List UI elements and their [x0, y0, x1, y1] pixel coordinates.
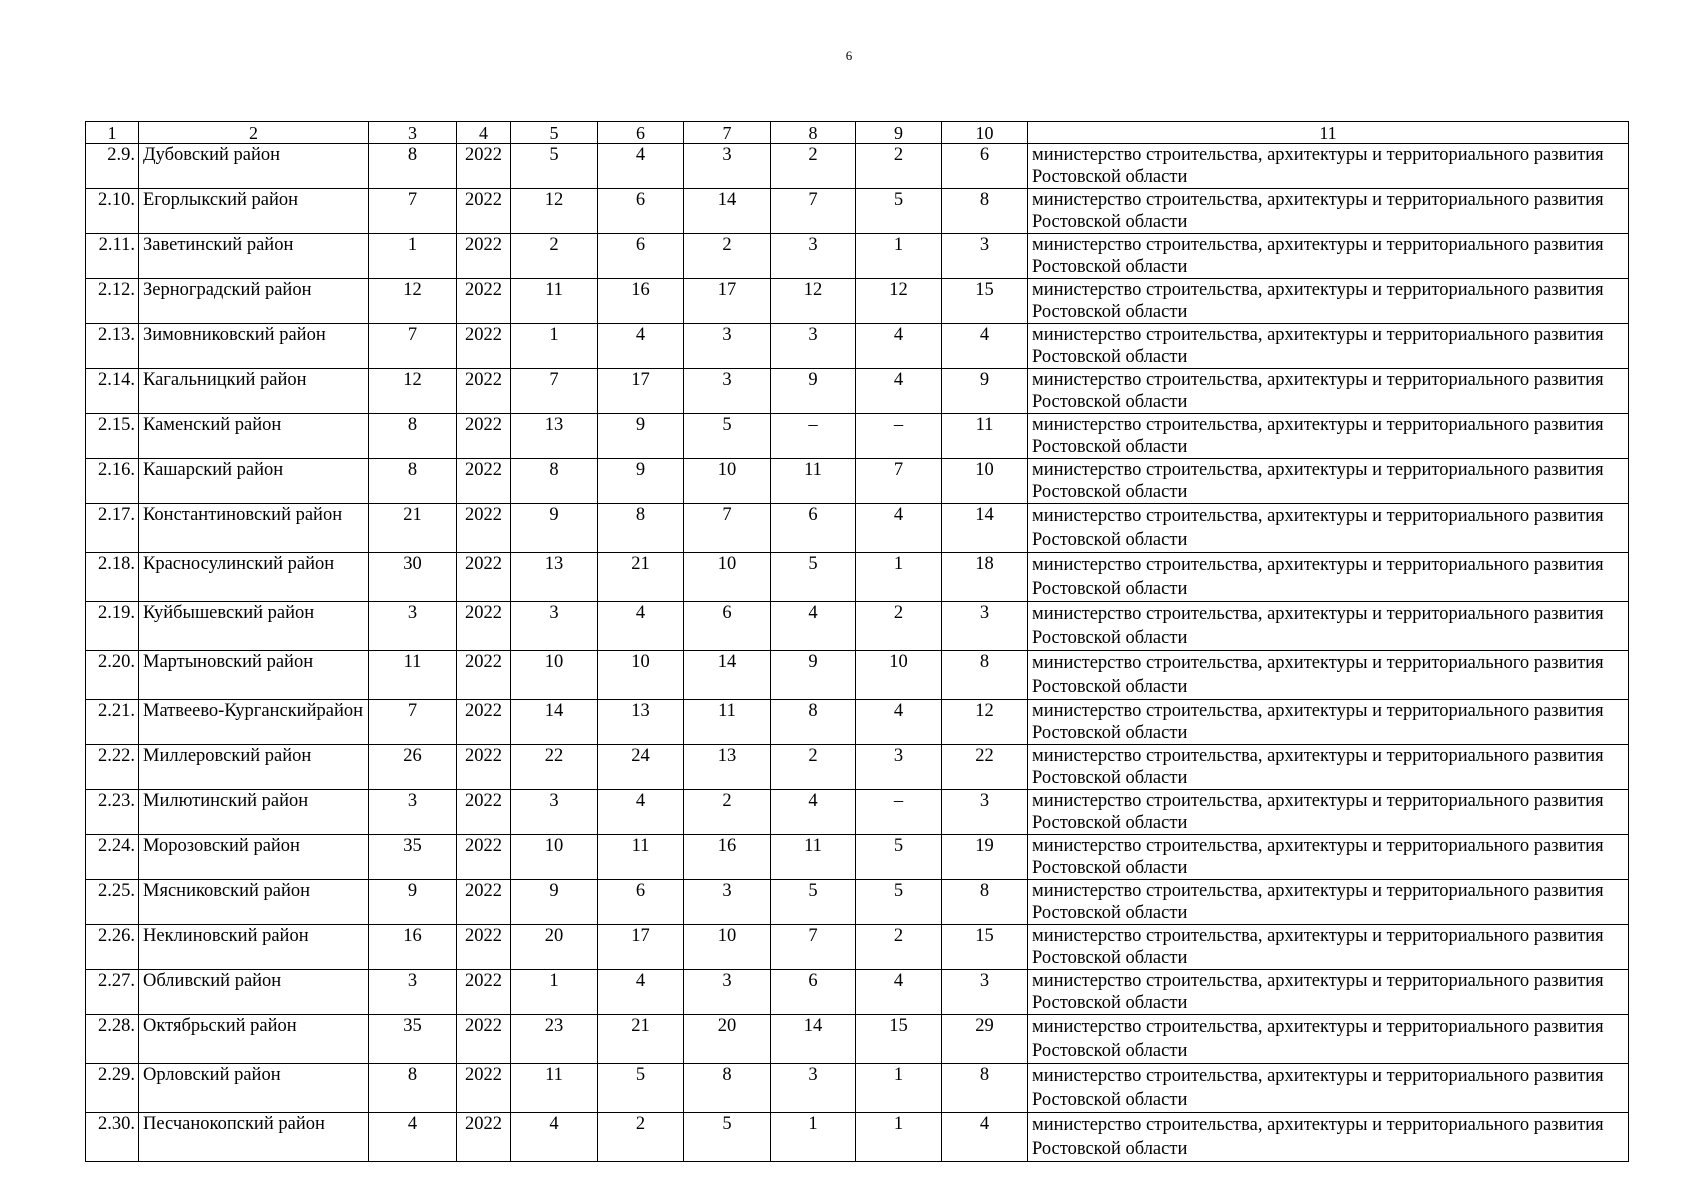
header-cell: 4 [457, 122, 511, 144]
value-col-8: 5 [771, 553, 856, 602]
value-col-3: 1 [369, 234, 457, 279]
page-number: 6 [845, 48, 853, 63]
row-number: 2.26. [86, 925, 139, 970]
value-col-9: 1 [856, 553, 942, 602]
value-col-3: 30 [369, 553, 457, 602]
responsible-executor: министерство строительства, архитектуры и территориального развития Ростовской области [1028, 925, 1629, 970]
row-number: 2.11. [86, 234, 139, 279]
value-col-8: 6 [771, 970, 856, 1015]
district-name: Матвеево-Курганскийрайон [139, 700, 369, 745]
table-row [86, 880, 1629, 925]
district-name: Зимовниковский район [139, 324, 369, 369]
value-col-10: 19 [942, 835, 1028, 880]
value-col-3: 35 [369, 835, 457, 880]
value-col-6: 4 [598, 790, 684, 835]
value-col-7: 3 [684, 369, 771, 414]
value-col-10: 8 [942, 651, 1028, 700]
data-table [85, 121, 1629, 1162]
year-cell: 2022 [457, 970, 511, 1015]
header-cell: 6 [598, 122, 684, 144]
year-cell: 2022 [457, 504, 511, 553]
value-col-5: 3 [511, 790, 598, 835]
value-col-7: 3 [684, 880, 771, 925]
value-col-6: 21 [598, 1015, 684, 1064]
value-col-7: 10 [684, 459, 771, 504]
value-col-9: 1 [856, 1064, 942, 1113]
responsible-executor: министерство строительства, архитектуры и территориального развития Ростовской области [1028, 835, 1629, 880]
value-col-10: 8 [942, 880, 1028, 925]
responsible-executor: министерство строительства, архитектуры и территориального развития Ростовской области [1028, 234, 1629, 279]
value-col-9: 2 [856, 602, 942, 651]
row-number: 2.25. [86, 880, 139, 925]
value-col-9: 12 [856, 279, 942, 324]
value-col-3: 21 [369, 504, 457, 553]
value-col-6: 4 [598, 970, 684, 1015]
value-col-6: 13 [598, 700, 684, 745]
value-col-8: 9 [771, 651, 856, 700]
value-col-10: 4 [942, 324, 1028, 369]
table-row [86, 504, 1629, 553]
value-col-8: 8 [771, 700, 856, 745]
row-number: 2.19. [86, 602, 139, 651]
row-number: 2.22. [86, 745, 139, 790]
value-col-9: 4 [856, 324, 942, 369]
value-col-9: 4 [856, 700, 942, 745]
value-col-7: 3 [684, 144, 771, 189]
year-cell: 2022 [457, 553, 511, 602]
value-col-10: 29 [942, 1015, 1028, 1064]
value-col-8: 3 [771, 1064, 856, 1113]
value-col-6: 9 [598, 459, 684, 504]
value-col-3: 4 [369, 1113, 457, 1162]
value-col-5: 13 [511, 414, 598, 459]
responsible-executor: министерство строительства, архитектуры и территориального развития Ростовской области [1028, 880, 1629, 925]
value-col-8: 12 [771, 279, 856, 324]
row-number: 2.23. [86, 790, 139, 835]
value-col-10: 14 [942, 504, 1028, 553]
value-col-5: 5 [511, 144, 598, 189]
value-col-8: 6 [771, 504, 856, 553]
value-col-5: 10 [511, 651, 598, 700]
value-col-8: 11 [771, 459, 856, 504]
value-col-5: 13 [511, 553, 598, 602]
value-col-6: 9 [598, 414, 684, 459]
value-col-10: 9 [942, 369, 1028, 414]
value-col-3: 3 [369, 790, 457, 835]
responsible-executor: министерство строительства, архитектуры и территориального развития Ростовской области [1028, 651, 1629, 700]
value-col-7: 13 [684, 745, 771, 790]
value-col-9: 3 [856, 745, 942, 790]
value-col-8: 5 [771, 880, 856, 925]
row-number: 2.29. [86, 1064, 139, 1113]
value-col-8: – [771, 414, 856, 459]
value-col-9: 4 [856, 970, 942, 1015]
district-name: Орловский район [139, 1064, 369, 1113]
value-col-5: 12 [511, 189, 598, 234]
value-col-8: 7 [771, 189, 856, 234]
value-col-6: 11 [598, 835, 684, 880]
value-col-6: 17 [598, 925, 684, 970]
row-number: 2.16. [86, 459, 139, 504]
header-cell: 8 [771, 122, 856, 144]
year-cell: 2022 [457, 1113, 511, 1162]
value-col-3: 35 [369, 1015, 457, 1064]
district-name: Миллеровский район [139, 745, 369, 790]
value-col-8: 1 [771, 1113, 856, 1162]
value-col-10: 10 [942, 459, 1028, 504]
header-cell: 1 [86, 122, 139, 144]
value-col-3: 8 [369, 144, 457, 189]
value-col-7: 16 [684, 835, 771, 880]
value-col-6: 6 [598, 234, 684, 279]
table-row [86, 602, 1629, 651]
value-col-10: 11 [942, 414, 1028, 459]
value-col-5: 22 [511, 745, 598, 790]
value-col-5: 3 [511, 602, 598, 651]
value-col-10: 3 [942, 970, 1028, 1015]
value-col-7: 5 [684, 414, 771, 459]
responsible-executor: министерство строительства, архитектуры и территориального развития Ростовской области [1028, 602, 1629, 651]
row-number: 2.27. [86, 970, 139, 1015]
district-name: Мясниковский район [139, 880, 369, 925]
value-col-7: 11 [684, 700, 771, 745]
value-col-5: 8 [511, 459, 598, 504]
value-col-8: 4 [771, 602, 856, 651]
district-name: Каменский район [139, 414, 369, 459]
district-name: Песчанокопский район [139, 1113, 369, 1162]
table-row [86, 1064, 1629, 1113]
district-name: Куйбышевский район [139, 602, 369, 651]
value-col-10: 22 [942, 745, 1028, 790]
year-cell: 2022 [457, 414, 511, 459]
header-cell: 9 [856, 122, 942, 144]
value-col-7: 8 [684, 1064, 771, 1113]
value-col-5: 4 [511, 1113, 598, 1162]
value-col-7: 2 [684, 234, 771, 279]
row-number: 2.17. [86, 504, 139, 553]
value-col-8: 3 [771, 234, 856, 279]
value-col-3: 7 [369, 324, 457, 369]
value-col-8: 4 [771, 790, 856, 835]
district-name: Морозовский район [139, 835, 369, 880]
district-name: Красносулинский район [139, 553, 369, 602]
value-col-10: 6 [942, 144, 1028, 189]
value-col-5: 11 [511, 1064, 598, 1113]
district-name: Дубовский район [139, 144, 369, 189]
value-col-8: 2 [771, 745, 856, 790]
district-name: Обливский район [139, 970, 369, 1015]
responsible-executor: министерство строительства, архитектуры и территориального развития Ростовской области [1028, 745, 1629, 790]
value-col-10: 3 [942, 234, 1028, 279]
table-row [86, 234, 1629, 279]
value-col-5: 7 [511, 369, 598, 414]
row-number: 2.14. [86, 369, 139, 414]
year-cell: 2022 [457, 880, 511, 925]
value-col-10: 3 [942, 602, 1028, 651]
value-col-3: 8 [369, 459, 457, 504]
row-number: 2.30. [86, 1113, 139, 1162]
row-number: 2.28. [86, 1015, 139, 1064]
value-col-6: 10 [598, 651, 684, 700]
header-cell: 7 [684, 122, 771, 144]
responsible-executor: министерство строительства, архитектуры и территориального развития Ростовской области [1028, 700, 1629, 745]
value-col-7: 20 [684, 1015, 771, 1064]
table-row [86, 745, 1629, 790]
district-name: Егорлыкский район [139, 189, 369, 234]
table-row [86, 189, 1629, 234]
row-number: 2.18. [86, 553, 139, 602]
year-cell: 2022 [457, 1064, 511, 1113]
year-cell: 2022 [457, 925, 511, 970]
responsible-executor: министерство строительства, архитектуры и территориального развития Ростовской области [1028, 504, 1629, 553]
year-cell: 2022 [457, 700, 511, 745]
row-number: 2.12. [86, 279, 139, 324]
responsible-executor: министерство строительства, архитектуры и территориального развития Ростовской области [1028, 1064, 1629, 1113]
value-col-7: 3 [684, 324, 771, 369]
responsible-executor: министерство строительства, архитектуры и территориального развития Ростовской области [1028, 414, 1629, 459]
value-col-7: 14 [684, 189, 771, 234]
value-col-7: 2 [684, 790, 771, 835]
value-col-6: 17 [598, 369, 684, 414]
value-col-3: 12 [369, 279, 457, 324]
value-col-9: 4 [856, 504, 942, 553]
responsible-executor: министерство строительства, архитектуры и территориального развития Ростовской области [1028, 1015, 1629, 1064]
value-col-9: 5 [856, 189, 942, 234]
responsible-executor: министерство строительства, архитектуры и территориального развития Ростовской области [1028, 459, 1629, 504]
value-col-9: – [856, 414, 942, 459]
value-col-5: 14 [511, 700, 598, 745]
district-name: Неклиновский район [139, 925, 369, 970]
value-col-5: 1 [511, 970, 598, 1015]
value-col-10: 15 [942, 925, 1028, 970]
row-number: 2.20. [86, 651, 139, 700]
year-cell: 2022 [457, 651, 511, 700]
value-col-8: 3 [771, 324, 856, 369]
year-cell: 2022 [457, 602, 511, 651]
value-col-6: 8 [598, 504, 684, 553]
table-row [86, 700, 1629, 745]
value-col-6: 4 [598, 602, 684, 651]
responsible-executor: министерство строительства, архитектуры и территориального развития Ростовской области [1028, 369, 1629, 414]
year-cell: 2022 [457, 189, 511, 234]
value-col-6: 5 [598, 1064, 684, 1113]
value-col-5: 10 [511, 835, 598, 880]
value-col-3: 3 [369, 602, 457, 651]
value-col-10: 18 [942, 553, 1028, 602]
value-col-5: 20 [511, 925, 598, 970]
value-col-5: 11 [511, 279, 598, 324]
value-col-9: 15 [856, 1015, 942, 1064]
row-number: 2.15. [86, 414, 139, 459]
column-number-row [86, 122, 1629, 144]
value-col-3: 8 [369, 1064, 457, 1113]
value-col-6: 2 [598, 1113, 684, 1162]
value-col-8: 2 [771, 144, 856, 189]
table-row [86, 324, 1629, 369]
value-col-9: 7 [856, 459, 942, 504]
table-row [86, 1113, 1629, 1162]
header-cell: 10 [942, 122, 1028, 144]
header-cell: 11 [1028, 122, 1629, 144]
responsible-executor: министерство строительства, архитектуры и территориального развития Ростовской области [1028, 189, 1629, 234]
header-cell: 2 [139, 122, 369, 144]
responsible-executor: министерство строительства, архитектуры и территориального развития Ростовской области [1028, 790, 1629, 835]
value-col-7: 10 [684, 553, 771, 602]
table-row [86, 553, 1629, 602]
value-col-9: 2 [856, 144, 942, 189]
district-name: Мартыновский район [139, 651, 369, 700]
responsible-executor: министерство строительства, архитектуры и территориального развития Ростовской области [1028, 144, 1629, 189]
value-col-3: 7 [369, 700, 457, 745]
value-col-6: 24 [598, 745, 684, 790]
year-cell: 2022 [457, 279, 511, 324]
value-col-8: 9 [771, 369, 856, 414]
table-row [86, 790, 1629, 835]
value-col-7: 3 [684, 970, 771, 1015]
year-cell: 2022 [457, 459, 511, 504]
value-col-9: – [856, 790, 942, 835]
value-col-3: 9 [369, 880, 457, 925]
value-col-7: 14 [684, 651, 771, 700]
value-col-10: 8 [942, 1064, 1028, 1113]
value-col-8: 11 [771, 835, 856, 880]
value-col-7: 17 [684, 279, 771, 324]
value-col-9: 10 [856, 651, 942, 700]
district-name: Октябрьский район [139, 1015, 369, 1064]
value-col-8: 7 [771, 925, 856, 970]
value-col-10: 4 [942, 1113, 1028, 1162]
value-col-5: 1 [511, 324, 598, 369]
value-col-3: 7 [369, 189, 457, 234]
value-col-3: 16 [369, 925, 457, 970]
value-col-7: 5 [684, 1113, 771, 1162]
table-row [86, 835, 1629, 880]
table-row [86, 1015, 1629, 1064]
row-number: 2.13. [86, 324, 139, 369]
district-name: Кагальницкий район [139, 369, 369, 414]
value-col-5: 9 [511, 504, 598, 553]
table-row [86, 970, 1629, 1015]
value-col-5: 2 [511, 234, 598, 279]
value-col-6: 16 [598, 279, 684, 324]
value-col-7: 6 [684, 602, 771, 651]
district-name: Заветинский район [139, 234, 369, 279]
year-cell: 2022 [457, 745, 511, 790]
table-row [86, 414, 1629, 459]
value-col-5: 9 [511, 880, 598, 925]
value-col-9: 4 [856, 369, 942, 414]
value-col-9: 5 [856, 835, 942, 880]
row-number: 2.21. [86, 700, 139, 745]
table-row [86, 279, 1629, 324]
row-number: 2.24. [86, 835, 139, 880]
value-col-3: 12 [369, 369, 457, 414]
value-col-9: 2 [856, 925, 942, 970]
year-cell: 2022 [457, 144, 511, 189]
responsible-executor: министерство строительства, архитектуры и территориального развития Ростовской области [1028, 970, 1629, 1015]
value-col-9: 5 [856, 880, 942, 925]
responsible-executor: министерство строительства, архитектуры и территориального развития Ростовской области [1028, 324, 1629, 369]
value-col-3: 3 [369, 970, 457, 1015]
row-number: 2.10. [86, 189, 139, 234]
value-col-9: 1 [856, 234, 942, 279]
district-name: Кашарский район [139, 459, 369, 504]
value-col-6: 4 [598, 144, 684, 189]
value-col-6: 6 [598, 189, 684, 234]
table-row [86, 651, 1629, 700]
district-name: Константиновский район [139, 504, 369, 553]
value-col-6: 4 [598, 324, 684, 369]
header-cell: 3 [369, 122, 457, 144]
district-name: Зерноградский район [139, 279, 369, 324]
value-col-9: 1 [856, 1113, 942, 1162]
value-col-10: 12 [942, 700, 1028, 745]
value-col-6: 21 [598, 553, 684, 602]
year-cell: 2022 [457, 369, 511, 414]
district-name: Милютинский район [139, 790, 369, 835]
table-row [86, 369, 1629, 414]
table-row [86, 459, 1629, 504]
value-col-5: 23 [511, 1015, 598, 1064]
responsible-executor: министерство строительства, архитектуры и территориального развития Ростовской области [1028, 1113, 1629, 1162]
year-cell: 2022 [457, 1015, 511, 1064]
responsible-executor: министерство строительства, архитектуры и территориального развития Ростовской области [1028, 279, 1629, 324]
table-row [86, 925, 1629, 970]
row-number: 2.9. [86, 144, 139, 189]
table-row [86, 144, 1629, 189]
responsible-executor: министерство строительства, архитектуры и территориального развития Ростовской области [1028, 553, 1629, 602]
year-cell: 2022 [457, 324, 511, 369]
value-col-3: 11 [369, 651, 457, 700]
value-col-7: 10 [684, 925, 771, 970]
header-cell: 5 [511, 122, 598, 144]
table-body [86, 122, 1629, 1162]
year-cell: 2022 [457, 234, 511, 279]
value-col-10: 3 [942, 790, 1028, 835]
year-cell: 2022 [457, 835, 511, 880]
year-cell: 2022 [457, 790, 511, 835]
value-col-10: 15 [942, 279, 1028, 324]
value-col-8: 14 [771, 1015, 856, 1064]
value-col-3: 26 [369, 745, 457, 790]
value-col-3: 8 [369, 414, 457, 459]
value-col-6: 6 [598, 880, 684, 925]
value-col-10: 8 [942, 189, 1028, 234]
value-col-7: 7 [684, 504, 771, 553]
